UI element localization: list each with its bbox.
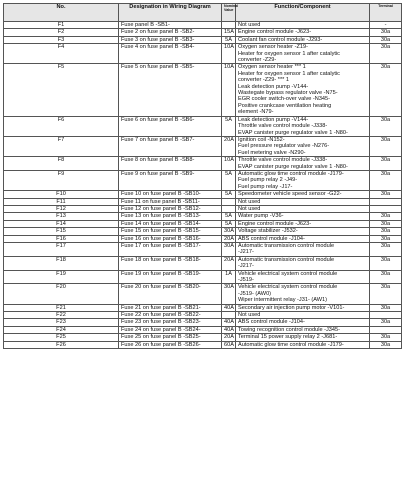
fuse-terminal [370,312,402,319]
fuse-terminal: 30a [370,64,402,116]
function-line: Wastegate bypass regulator valve -N75- [238,90,338,97]
header-designation: Designation in Wiring Diagram [119,4,222,22]
table-row [4,136,402,156]
fuse-designation: Fuse 2 on fuse panel B -SB2- [119,29,222,36]
function-line: Towing recognition control module -J345- [238,326,340,333]
fuse-designation: Fuse 26 on fuse panel B -SB26- [119,341,222,348]
fuse-function [236,256,370,270]
header-function: Function/Component [236,4,370,22]
fuse-terminal: 30a [370,270,402,284]
fuse-designation: Fuse 10 on fuse panel B -SB10- [119,191,222,198]
function-line: Fuel pump relay 2 -J49- [238,177,298,184]
function-line: Leak detection pump -V144- [238,116,309,123]
fuse-number: F16 [4,235,119,242]
function-line: Leak detection pump -V144- [238,83,309,90]
function-line: Voltage stabilizer -J532- [238,228,298,235]
function-line: element -N79- [238,109,274,116]
fuse-function [236,243,370,257]
table-row [4,170,402,190]
fuse-value: 10A [222,64,236,116]
fuse-number: F21 [4,304,119,311]
function-line: EVAP canister purge regulator valve 1 -N80- [238,129,348,136]
function-line: Automatic glow time control module -J179- [238,170,344,177]
fuse-function [236,334,370,341]
fuse-value [222,198,236,205]
fuse-number: F23 [4,319,119,326]
table-row [4,326,402,333]
table-row [4,220,402,227]
function-line: Wiper intermittent relay -J31- (AW1) [238,297,327,304]
table-row [4,64,402,116]
fuse-function [236,191,370,198]
function-line: Vehicle electrical system control module [238,284,338,291]
fuse-value: 5A [222,170,236,190]
fuse-terminal [370,326,402,333]
function-line: Oxygen sensor heater *** 1 [238,64,306,71]
fuse-designation: Fuse 5 on fuse panel B -SB5- [119,64,222,116]
function-line: Automatic transmission control module [238,243,335,249]
function-line: Fuel metering valve -N290- [238,149,306,156]
table-row [4,44,402,64]
fuse-designation: Fuse 15 on fuse panel B -SB15- [119,228,222,235]
fuse-terminal: 30a [370,157,402,171]
fuse-function [236,228,370,235]
function-line: -J519- [238,277,254,284]
function-line: Not used [238,205,261,212]
fuse-function [236,235,370,242]
fuse-designation: Fuse 6 on fuse panel B -SB6- [119,116,222,136]
table-header [4,4,402,22]
table-row [4,191,402,198]
fuse-function [236,205,370,212]
fuse-designation: Fuse 19 on fuse panel B -SB19- [119,270,222,284]
fuse-terminal: - [370,22,402,29]
function-line: Throttle valve control module -J338- [238,157,328,164]
function-line: Automatic transmission control module [238,256,335,263]
fuse-number: F5 [4,64,119,116]
fuse-function [236,319,370,326]
fuse-number: F2 [4,29,119,36]
function-line: Vehicle electrical system control module [238,270,338,277]
function-line: Engine control module -J623- [238,29,312,36]
table-row [4,270,402,284]
fuse-designation: Fuse 14 on fuse panel B -SB14- [119,220,222,227]
fuse-number: F19 [4,270,119,284]
function-line: -J519- (AW0) [238,290,272,297]
fuse-number: F20 [4,284,119,304]
fuse-designation: Fuse 25 on fuse panel B -SB25- [119,334,222,341]
function-line: Not used [238,312,261,319]
function-line: Throttle valve control module -J338- [238,123,328,130]
fuse-terminal [370,205,402,212]
fuse-number: F4 [4,44,119,64]
function-line: Not used [238,198,261,205]
fuse-number: F8 [4,157,119,171]
fuse-terminal: 30a [370,256,402,270]
fuse-number: F26 [4,341,119,348]
function-line: Terminal 15 power supply relay 2 -J681- [238,334,338,341]
table-row [4,228,402,235]
fuse-function [236,136,370,156]
function-line: Ignition coil -N152- [238,136,285,143]
fuse-value: 40A [222,319,236,326]
fuse-value: 1A [222,270,236,284]
header-no: No. [4,4,119,22]
header-value: Nominal Value [222,4,236,22]
fuse-designation: Fuse 8 on fuse panel B -SB8- [119,157,222,171]
fuse-number: F13 [4,213,119,220]
table-row [4,36,402,43]
fuse-value: 10A [222,44,236,64]
fuse-designation: Fuse 12 on fuse panel B -SB12- [119,205,222,212]
fuse-terminal: 30a [370,44,402,64]
fuse-terminal: 30a [370,170,402,190]
fuse-value: 5A [222,213,236,220]
function-line: ABS control module -J104- [238,235,305,242]
fuse-number: F25 [4,334,119,341]
fuse-number: F3 [4,36,119,43]
fuse-designation: Fuse 21 on fuse panel B -SB21- [119,304,222,311]
fuse-number: F24 [4,326,119,333]
table-row [4,304,402,311]
function-line: Water pump -V36- [238,213,284,220]
function-line: Speedometer vehicle speed sensor -G22- [238,191,342,198]
table-row [4,341,402,348]
fuse-number: F1 [4,22,119,29]
fuse-function [236,36,370,43]
function-line: ABS control module -J104- [238,319,305,326]
fuse-table [3,3,402,349]
fuse-function [236,157,370,171]
fuse-designation: Fuse 13 on fuse panel B -SB13- [119,213,222,220]
fuse-terminal: 30a [370,191,402,198]
fuse-terminal [370,198,402,205]
fuse-number: F15 [4,228,119,235]
fuse-designation: Fuse 22 on fuse panel B -SB22- [119,312,222,319]
header-terminal: Terminal [370,4,402,22]
table-row [4,29,402,36]
fuse-terminal: 30a [370,304,402,311]
fuse-designation: Fuse panel B -SB1- [119,22,222,29]
fuse-terminal: 30a [370,284,402,304]
table-row [4,235,402,242]
fuse-terminal: 30a [370,228,402,235]
fuse-number: F6 [4,116,119,136]
fuse-function [236,326,370,333]
fuse-designation: Fuse 23 on fuse panel B -SB23- [119,319,222,326]
fuse-function [236,270,370,284]
fuse-terminal: 30a [370,319,402,326]
fuse-value: 5A [222,116,236,136]
fuse-function [236,64,370,116]
fuse-designation: Fuse 24 on fuse panel B -SB24- [119,326,222,333]
fuse-number: F10 [4,191,119,198]
function-line: -J217- [238,263,254,270]
fuse-number: F9 [4,170,119,190]
fuse-value: 10A [222,157,236,171]
function-line: Engine control module -J623- [238,220,312,227]
fuse-function [236,341,370,348]
table-row [4,312,402,319]
fuse-value [222,22,236,29]
fuse-designation: Fuse 17 on fuse panel B -SB17- [119,243,222,257]
fuse-value: 5A [222,191,236,198]
fuse-terminal: 30a [370,116,402,136]
fuse-function [236,220,370,227]
fuse-designation: Fuse 7 on fuse panel B -SB7- [119,136,222,156]
fuse-designation: Fuse 4 on fuse panel B -SB4- [119,44,222,64]
function-line: Not used [238,22,261,28]
function-line: Secondary air injection pump motor -V101- [238,304,345,311]
fuse-number: F12 [4,205,119,212]
fuse-value: 20A [222,235,236,242]
function-line: Automatic glow time control module -J179- [238,341,344,348]
fuse-value: 20A [222,334,236,341]
function-line: EVAP canister purge regulator valve 1 -N80- [238,163,348,170]
fuse-number: F7 [4,136,119,156]
fuse-function [236,22,370,29]
table-body [4,22,402,349]
table-row [4,22,402,29]
fuse-value: 15A [222,29,236,36]
fuse-function [236,312,370,319]
fuse-function [236,198,370,205]
function-line: Positive crankcase ventilation heating [238,102,332,109]
table-row [4,319,402,326]
fuse-terminal: 30a [370,136,402,156]
table-row [4,284,402,304]
fuse-designation: Fuse 11 on fuse panel B -SB11- [119,198,222,205]
fuse-number: F14 [4,220,119,227]
function-line: converter -Z29- *** 1 [238,77,289,84]
fuse-function [236,284,370,304]
fuse-value: 60A [222,341,236,348]
table-row [4,157,402,171]
fuse-value: 30A [222,228,236,235]
table-row [4,205,402,212]
fuse-terminal: 30a [370,243,402,257]
function-line: Fuel pump relay -J17- [238,183,293,190]
fuse-designation: Fuse 9 on fuse panel B -SB9- [119,170,222,190]
fuse-value: 20A [222,136,236,156]
fuse-number: F17 [4,243,119,257]
fuse-value: 5A [222,36,236,43]
fuse-terminal: 30a [370,29,402,36]
fuse-terminal: 30a [370,220,402,227]
fuse-function [236,29,370,36]
fuse-value: 30A [222,284,236,304]
fuse-terminal: 30a [370,341,402,348]
fuse-terminal: 30a [370,36,402,43]
fuse-number: F11 [4,198,119,205]
fuse-designation: Fuse 20 on fuse panel B -SB20- [119,284,222,304]
function-line: Coolant fan control module -J293- [238,36,323,43]
fuse-function [236,170,370,190]
fuse-terminal: 30a [370,334,402,341]
function-line: Fuel pressure regulator valve -N276- [238,143,330,150]
fuse-designation: Fuse 18 on fuse panel B -SB18- [119,256,222,270]
fuse-function [236,213,370,220]
table-row [4,198,402,205]
function-line: Oxygen sensor heater -Z19- [238,44,308,51]
table-row [4,213,402,220]
fuse-value: 40A [222,326,236,333]
table-row [4,256,402,270]
fuse-designation: Fuse 3 on fuse panel B -SB3- [119,36,222,43]
fuse-function [236,44,370,64]
function-line: -J217- [238,249,254,256]
fuse-function [236,304,370,311]
table-row [4,243,402,257]
fuse-terminal: 30a [370,213,402,220]
function-line: EGR cooler switch-over valve -N345- [238,96,331,103]
fuse-value: 30A [222,243,236,257]
fuse-value: 40A [222,304,236,311]
fuse-number: F18 [4,256,119,270]
table-row [4,116,402,136]
function-line: converter -Z29- [238,57,277,64]
fuse-value [222,205,236,212]
table-row [4,334,402,341]
function-line: Heater for oxygen sensor 1 after catalytic [238,70,340,77]
fuse-function [236,116,370,136]
fuse-value: 20A [222,256,236,270]
fuse-designation: Fuse 16 on fuse panel B -SB16- [119,235,222,242]
fuse-number: F22 [4,312,119,319]
fuse-value: 5A [222,220,236,227]
fuse-terminal: 30a [370,235,402,242]
fuse-value [222,312,236,319]
function-line: Heater for oxygen sensor 1 after catalytic [238,50,340,57]
